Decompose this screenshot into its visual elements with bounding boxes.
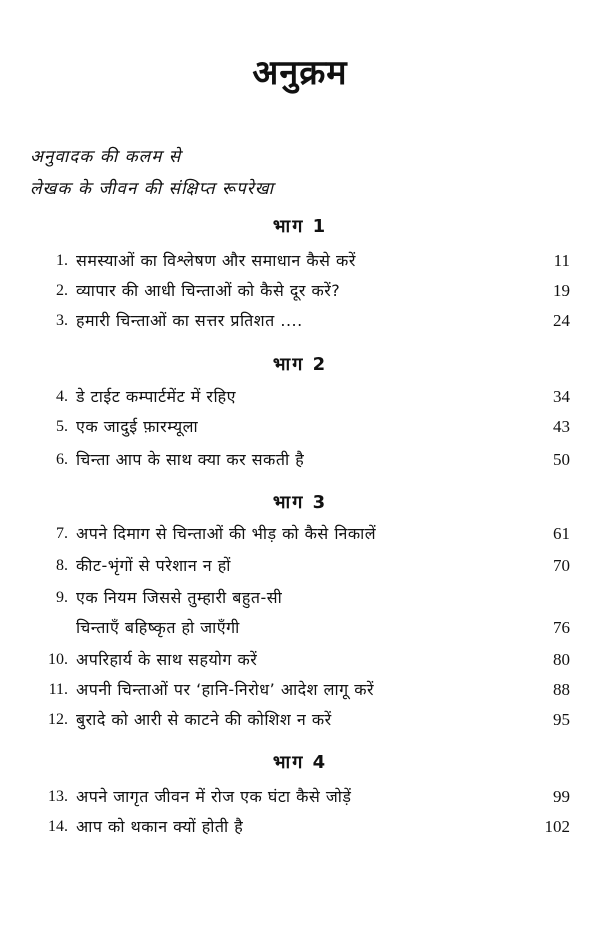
entry-page-number: 61 (553, 524, 570, 543)
entry-page-number: 99 (553, 787, 570, 806)
entry-number: 3. (56, 312, 68, 329)
toc-entry-1 (0, 248, 600, 274)
entry-number: 11. (48, 681, 68, 698)
entry-number: 8. (56, 557, 68, 574)
entry-title: बुरादे को आरी से काटने की कोशिश न करें (76, 710, 332, 729)
entry-page-number: 102 (544, 817, 570, 836)
entry-title: अपने दिमाग से चिन्ताओं की भीड़ को कैसे निकालें (76, 524, 377, 543)
entry-title: अपरिहार्य के साथ सहयोग करें (76, 650, 258, 669)
toc-entry-9 (0, 585, 600, 611)
page-title: अनुक्रम (252, 53, 348, 93)
toc-entry-2 (0, 278, 600, 304)
entry-page-number: 76 (553, 618, 570, 637)
toc-entry-9-continued (0, 615, 600, 641)
toc-entry-4 (0, 384, 600, 410)
entry-page-number: 34 (553, 387, 570, 406)
toc-entry-5 (0, 414, 600, 440)
toc-entry-6 (0, 447, 600, 473)
entry-title: आप को थकान क्यों होती है (76, 817, 244, 836)
toc-entry-10 (0, 647, 600, 673)
entry-title: डे टाईट कम्पार्टमेंट में रहिए (76, 387, 236, 406)
entry-page-number: 43 (553, 417, 570, 436)
toc-entry-12 (0, 707, 600, 733)
toc-entry-14 (0, 814, 600, 840)
toc-entry-11 (0, 677, 600, 703)
entry-number: 7. (56, 525, 68, 542)
entry-number: 2. (56, 282, 68, 299)
toc-entry-3 (0, 308, 600, 334)
entry-title: अपनी चिन्ताओं पर ‘हानि-निरोध’ आदेश लागू करें (76, 680, 375, 699)
entry-page-number: 50 (553, 450, 570, 469)
preliminary-author-biography: लेखक के जीवन की संक्षिप्त रूपरेखा (30, 179, 275, 199)
preliminary-translator-note: अनुवादक की कलम से (30, 147, 182, 167)
entry-page-number: 80 (553, 650, 570, 669)
entry-number: 14. (48, 818, 68, 835)
entry-page-number: 11 (553, 251, 570, 270)
entry-title: एक जादुई फ़ारम्यूला (76, 417, 199, 436)
entry-title: कीट-भृंगों से परेशान न हों (76, 556, 231, 575)
entry-number: 5. (56, 418, 68, 435)
entry-page-number: 70 (553, 556, 570, 575)
entry-page-number: 19 (553, 281, 570, 300)
entry-title: व्यापार की आधी चिन्ताओं को कैसे दूर करें? (76, 281, 341, 300)
entry-title: एक नियम जिससे तुम्हारी बहुत-सी (76, 588, 283, 607)
toc-entry-8 (0, 553, 600, 579)
part-heading-1: भाग 1 (272, 216, 328, 237)
entry-title: चिन्ता आप के साथ क्या कर सकती है (76, 450, 305, 469)
entry-page-number: 24 (553, 311, 570, 330)
entry-number: 13. (48, 788, 68, 805)
entry-title: हमारी चिन्ताओं का सत्तर प्रतिशत .... (76, 311, 303, 330)
entry-number: 12. (48, 711, 68, 728)
entry-title: अपने जागृत जीवन में रोज एक घंटा कैसे जोड़ें (76, 787, 352, 806)
part-heading-3: भाग 3 (272, 492, 328, 513)
entry-title-continuation: चिन्ताएँ बहिष्कृत हो जाएँगी (76, 618, 240, 637)
entry-number: 9. (56, 589, 68, 606)
entry-number: 1. (56, 252, 68, 269)
toc-entry-13 (0, 784, 600, 810)
entry-page-number: 95 (553, 710, 570, 729)
entry-number: 6. (56, 451, 68, 468)
entry-number: 4. (56, 388, 68, 405)
entry-page-number: 88 (553, 680, 570, 699)
entry-number: 10. (48, 651, 68, 668)
part-heading-4: भाग 4 (272, 752, 328, 773)
toc-entry-7 (0, 521, 600, 547)
entry-title: समस्याओं का विश्लेषण और समाधान कैसे करें (76, 251, 356, 270)
part-heading-2: भाग 2 (272, 354, 328, 375)
